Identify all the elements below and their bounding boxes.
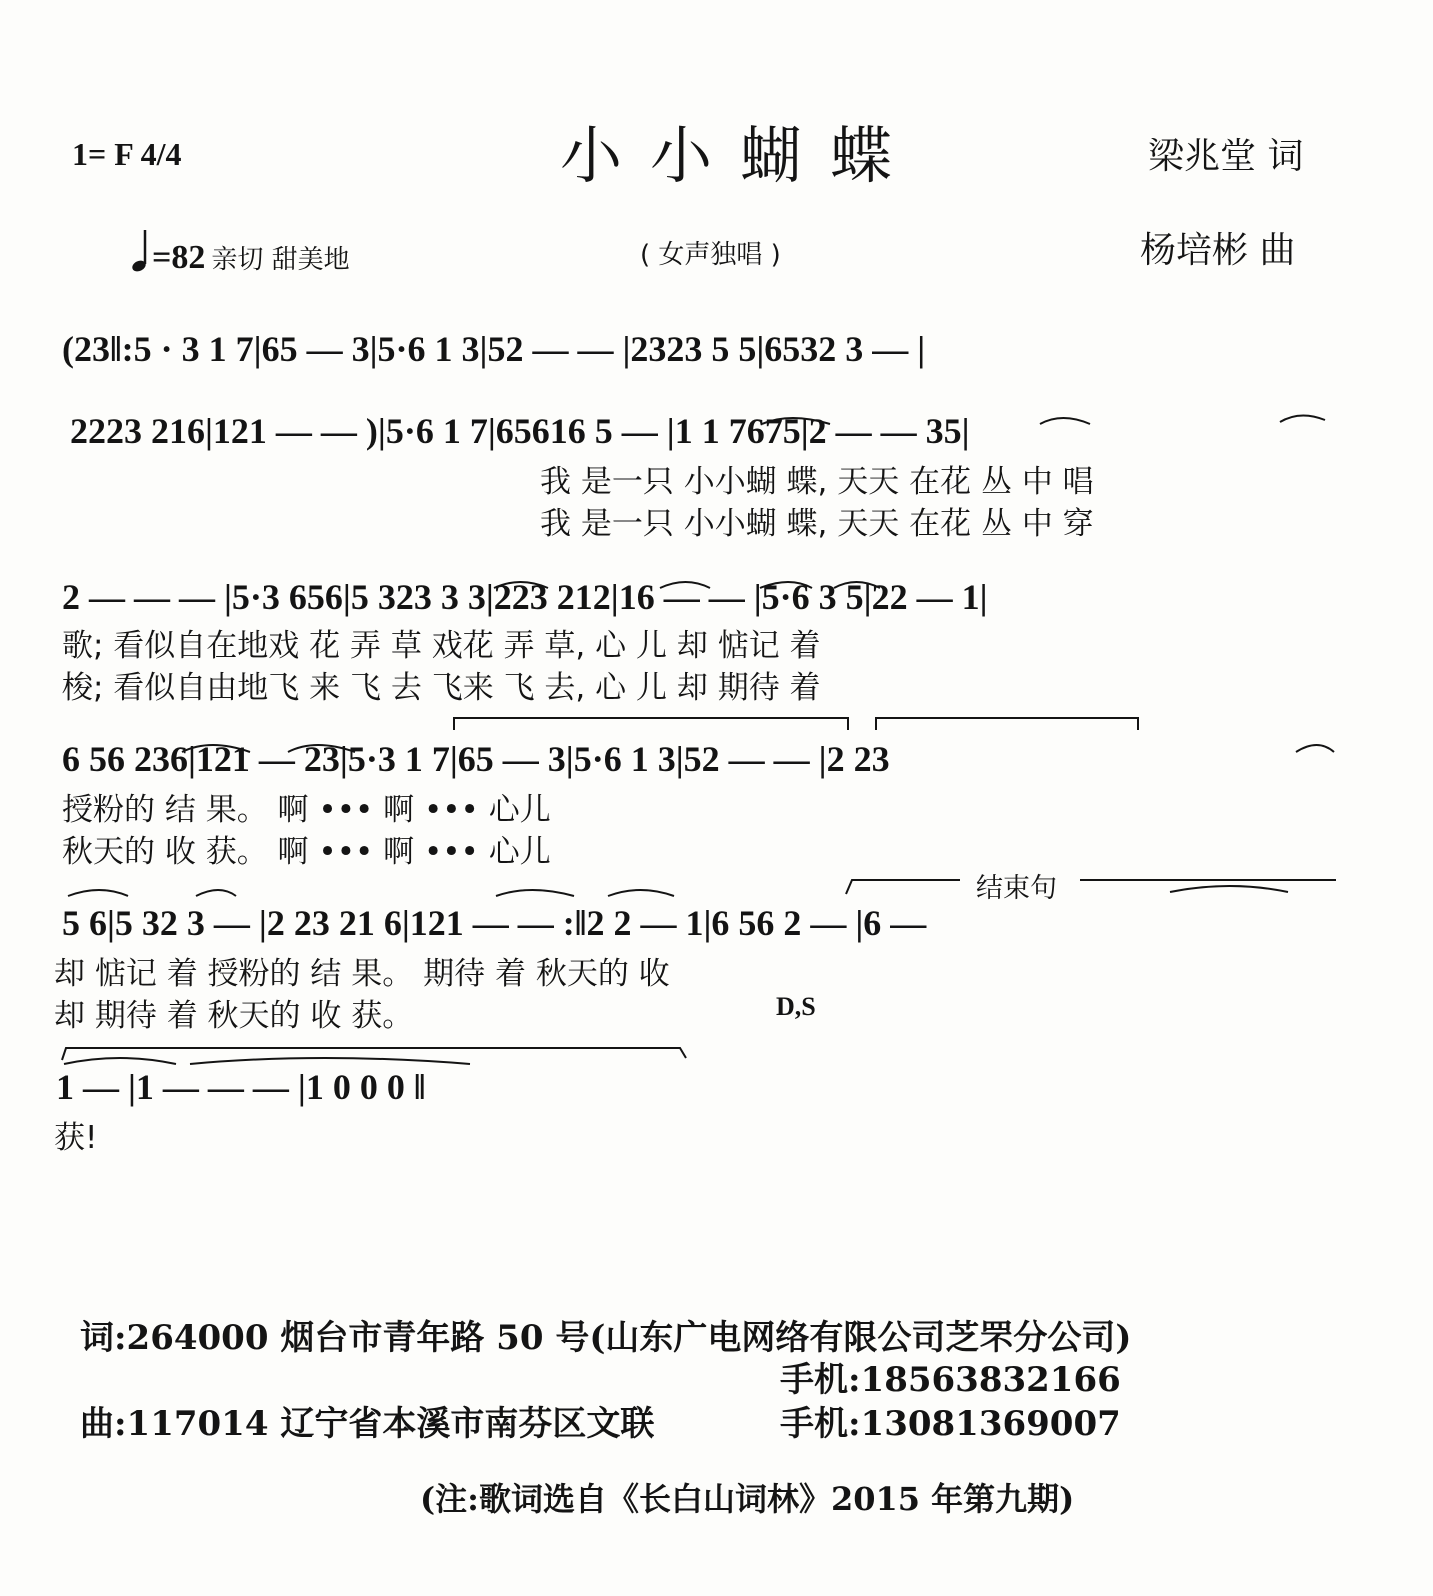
tempo-value: =82 <box>152 239 206 276</box>
lyric-line-2-verse-1: 我 是一只 小小蝴 蝶, 天天 在花 丛 中 唱 <box>540 464 1094 500</box>
score-line-3: 2 — — — |5·3 656|5 323 3 3|223 212|16 — — |5·6 3 5|22 — 1| <box>62 577 988 617</box>
lyric-line-5-verse-1: 却 惦记 着 授粉的 结 果。 期待 着 秋天的 收 <box>54 956 670 992</box>
lyricist-credit: 梁兆堂 词 <box>1148 136 1304 177</box>
lyricist-phone: 手机:18563832166 <box>780 1360 1121 1400</box>
tempo-expression: 亲切 甜美地 <box>211 245 350 275</box>
quarter-note-icon <box>130 228 152 274</box>
song-title: 小小蝴蝶 <box>560 119 921 192</box>
lyric-line-6: 获! <box>54 1120 98 1156</box>
score-line-1: (23‖:5 · 3 1 7|65 — 3|5·6 1 3|52 — — |2323 5 5|6532 3 — | <box>62 329 926 369</box>
lyricist-address: 词:264000 烟台市青年路 50 号(山东广电网络有限公司芝罘分公司) <box>80 1318 1132 1358</box>
ending-label: 结束句 <box>976 873 1057 904</box>
source-note: (注:歌词选自《长白山词林》2015 年第九期) <box>420 1480 1075 1518</box>
tempo-marking <box>130 228 350 277</box>
composer-address: 曲:117014 辽宁省本溪市南芬区文联 <box>80 1404 655 1444</box>
score-line-5: 5 6|5 32 3 — |2 23 21 6|121 — — :‖2 2 — 1|6 56 2 — |6 — <box>62 903 927 943</box>
key-signature: 1= F 4/4 <box>72 136 182 172</box>
performance-note: ( 女声独唱 ) <box>640 240 781 270</box>
lyric-line-3-verse-1: 歌; 看似自在地戏 花 弄 草 戏花 弄 草, 心 儿 却 惦记 着 <box>62 628 821 664</box>
lyric-line-4-verse-2: 秋天的 收 获。 啊 ••• 啊 ••• 心儿 <box>62 834 551 870</box>
lyric-line-2-verse-2: 我 是一只 小小蝴 蝶, 天天 在花 丛 中 穿 <box>540 506 1094 542</box>
lyric-line-4-verse-1: 授粉的 结 果。 啊 ••• 啊 ••• 心儿 <box>62 792 551 828</box>
composer-phone: 手机:13081369007 <box>780 1404 1121 1444</box>
lyric-line-5-verse-2: 却 期待 着 秋天的 收 获。 <box>54 998 414 1034</box>
dal-segno-mark: D,S <box>776 992 816 1021</box>
score-line-2: 2223 216|121 — — )|5·6 1 7|65616 5 — |1 1 7675|2 — — 35| <box>70 411 970 451</box>
lyric-line-3-verse-2: 梭; 看似自由地飞 来 飞 去 飞来 飞 去, 心 儿 却 期待 着 <box>62 670 821 706</box>
score-line-4: 6 56 236|121 — 23|5·3 1 7|65 — 3|5·6 1 3|52 — — |2 23 <box>62 739 890 779</box>
score-line-6: 1 — |1 — — — |1 0 0 0 ‖ <box>56 1067 426 1107</box>
composer-credit: 杨培彬 曲 <box>1140 230 1296 271</box>
